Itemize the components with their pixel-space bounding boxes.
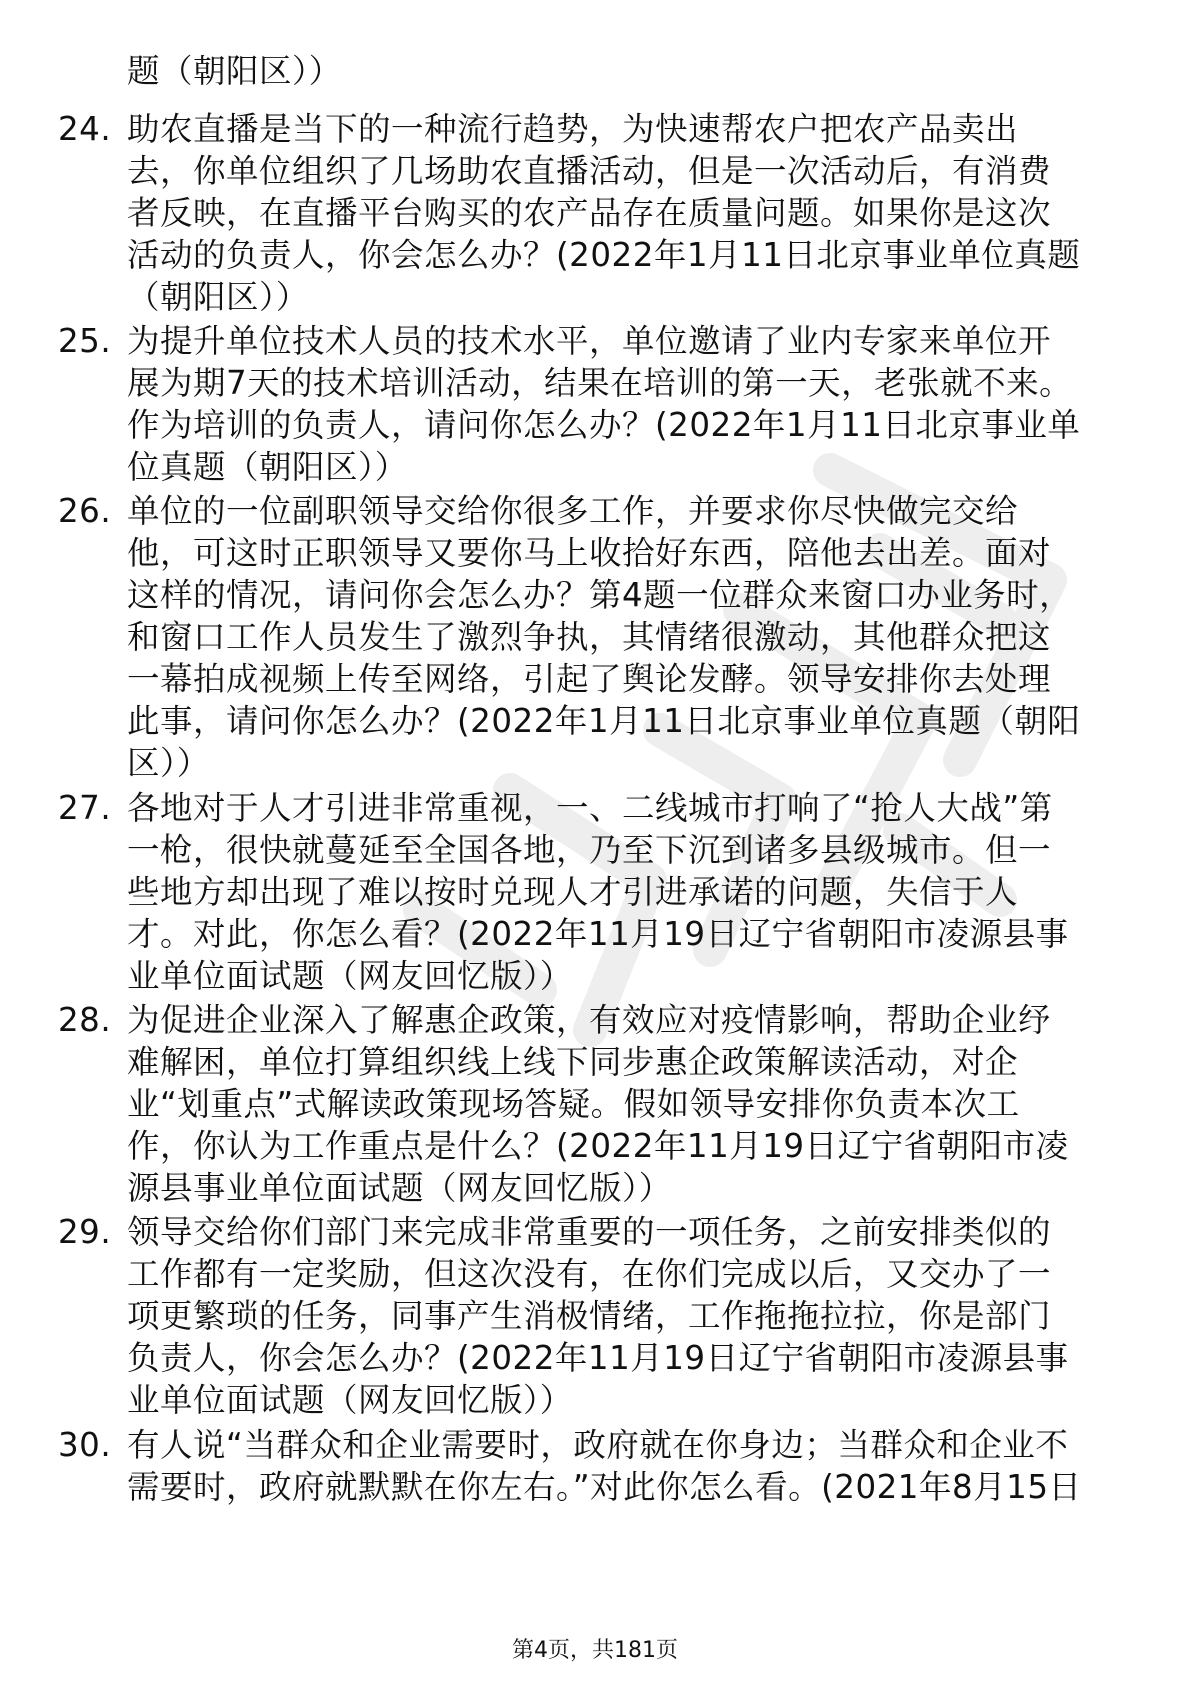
question-text: 单位的一位副职领导交给你很多工作，并要求你尽快做完交给 他，可这时正职领导又要你马上收拾好东西，陪他去出差。面对 这样的情况，请问你会怎么办？第4题一位群众来窗口办业务时， 和窗口工作人员发生了激烈争执，其情绪很激动，其他群众把这 一幕拍成视频上传至网络，引起了舆论发酵。领导安排你去处理 此事，请问你怎么办？(2022年1月11日北京事业单位真题（朝阳 区）） (127, 492, 1081, 782)
question-text: 有人说“当群众和企业需要时，政府就在你身边；当群众和企业不 需要时，政府就默默在你左右。”对此你怎么看。(2021年8月15日 (127, 1426, 1082, 1506)
question-text: 领导交给你们部门来完成非常重要的一项任务，之前安排类似的 工作都有一定奖励，但这次没有，在你们完成以后，又交办了一 项更繁琐的任务，同事产生消极情绪，工作拖拖拉拉，你是部门 负责人，你会怎么办？(2022年11月19日辽宁省朝阳市凌源县事 业单位面试题（网友回忆版）） (127, 1213, 1069, 1419)
question-number: 24. (58, 110, 112, 148)
question-text: 助农直播是当下的一种流行趋势，为快速帮农户把农产品卖出 去，你单位组织了几场助农直播活动，但是一次活动后，有消费 者反映，在直播平台购买的农产品存在质量问题。如果你是这次 活动的负责人，你会怎么办？(2022年1月11日北京事业单位真题 （朝阳区）） (127, 110, 1081, 316)
question-text: 为促进企业深入了解惠企政策，有效应对疫情影响，帮助企业纾 难解困，单位打算组织线上线下同步惠企政策解读活动，对企 业“划重点”式解读政策现场答疑。假如领导安排你负责本次工 作，你认为工作重点是什么？(2022年11月19日辽宁省朝阳市凌 源县事业单位面试题（网友回忆版）） (127, 1001, 1069, 1207)
question-number: 29. (58, 1213, 112, 1251)
question-number: 25. (58, 322, 112, 360)
question-number: 26. (58, 492, 112, 530)
question-text: 为提升单位技术人员的技术水平，单位邀请了业内专家来单位开 展为期7天的技术培训活动，结果在培训的第一天，老张就不来。 作为培训的负责人，请问你怎么办？(2022年1月11日北京事业单 位真题（朝阳区）） (127, 322, 1081, 486)
question-number: 28. (58, 1001, 112, 1039)
continuation-text: 题（朝阳区）） (127, 52, 342, 90)
question-number: 30. (58, 1426, 112, 1464)
page-footer: 第4页，共181页 (512, 1638, 678, 1663)
question-text: 各地对于人才引进非常重视，一、二线城市打响了“抢人大战”第 一枪，很快就蔓延至全国各地，乃至下沉到诸多县级城市。但一 些地方却出现了难以按时兑现人才引进承诺的问题，失信于人 才。对此，你怎么看？(2022年11月19日辽宁省朝阳市凌源县事 业单位面试题（网友回忆版）） (127, 789, 1069, 995)
question-number: 27. (58, 789, 112, 827)
